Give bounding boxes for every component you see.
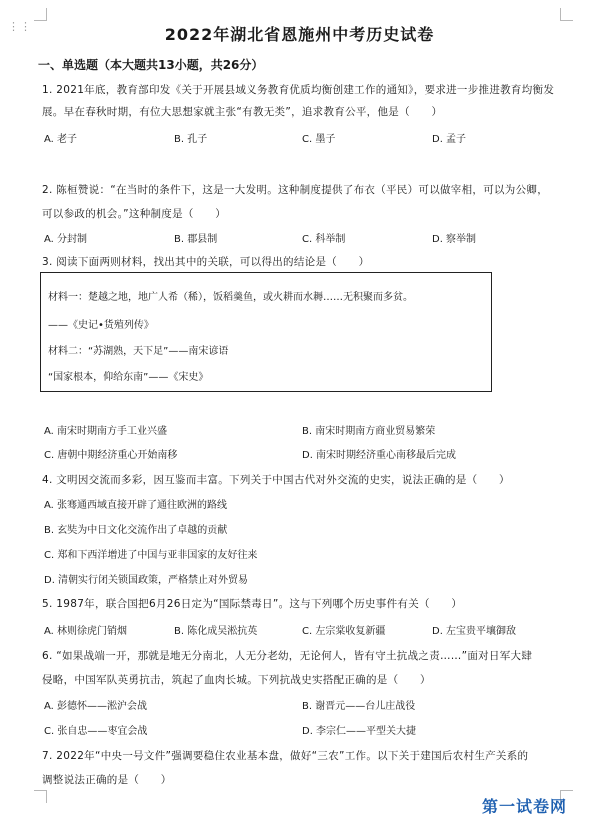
crop-mark-bottom-left [34,790,47,803]
q5-line-1: 5. 1987年，联合国把6月26日定为“国际禁毒日”。这与下列哪个历史事件有关（ ） [42,598,463,610]
q2-line-1: 2. 陈桓赞说：“在当时的条件下，这是一大发明。这种制度提供了布衣（平民）可以做宰相，可以为公卿， [42,184,548,196]
page-title: 2022年湖北省恩施州中考历史试卷 [164,25,435,44]
q4-option-d: D. 清朝实行闭关锁国政策，严格禁止对外贸易 [44,575,249,586]
q7-line-1: 7. 2022年“中央一号文件”强调要稳住农业基本盘，做好“三农”工作。以下关于建国后农村生产关系的 [42,750,529,762]
q7-line-2: 调整说法正确的是（ ） [42,774,172,786]
q3-option-b: B. 南宋时期南方商业贸易繁荣 [302,426,436,437]
material-1: 材料一：楚越之地，地广人希（稀），饭稻羹鱼，或火耕而水耨……无积聚而多贫。 [48,292,413,303]
q5-option-b: B. 陈化成吴淞抗英 [174,626,258,637]
q1-option-a: A. 老子 [44,134,78,145]
q4-line-1: 4. 文明因交流而多彩，因互鉴而丰富。下列关于中国古代对外交流的史实，说法正确的是（ ） [42,474,510,486]
q2-option-b: B. 郡县制 [174,234,218,245]
crop-mark-top-left [34,8,47,21]
material-3: “国家根本，仰给东南”——《宋史》 [48,372,209,383]
q3-line-1: 3. 阅读下面两则材料，找出其中的关联，可以得出的结论是（ ） [42,256,370,268]
q2-line-2: 可以参政的机会。”这种制度是（ ） [42,208,227,220]
material-2: 材料二：“苏湖熟，天下足”——南宋谚语 [48,346,229,357]
q1-option-d: D. 孟子 [432,134,467,145]
q3-option-c: C. 唐朝中期经济重心开始南移 [44,450,178,461]
q6-option-b: B. 谢晋元——台儿庄战役 [302,701,416,712]
q4-option-a: A. 张骞通西域直接开辟了通往欧洲的路线 [44,500,228,511]
q3-option-d: D. 南宋时期经济重心南移最后完成 [302,450,457,461]
drag-handle-icon[interactable]: ⋮⋮ [8,20,32,33]
q6-line-2: 侵略，中国军队英勇抗击，筑起了血肉长城。下列抗战史实搭配正确的是（ ） [42,674,431,686]
q6-line-1: 6. “如果战端一开，那就是地无分南北，人无分老幼，无论何人，皆有守土抗战之责……”面对日军大肆 [42,650,533,662]
material-1-source: ——《史记•货殖列传》 [48,320,154,331]
q2-option-a: A. 分封制 [44,234,88,245]
section-heading: 一、单选题（本大题共13小题，共26分） [38,58,264,72]
q5-option-d: D. 左宝贵平壤御敌 [432,626,517,637]
q6-option-c: C. 张自忠——枣宜会战 [44,726,148,737]
q1-line-1: 1. 2021年底，教育部印发《关于开展县域义务教育优质均衡创建工作的通知》，要求进一步推进教育均衡发 [42,84,555,96]
q4-option-b: B. 玄奘为中日文化交流作出了卓越的贡献 [44,525,228,536]
q1-line-2: 展。早在春秋时期，有位大思想家就主张“有教无类”，追求教育公平，他是（ ） [42,106,443,118]
q6-option-a: A. 彭德怀——淞沪会战 [44,701,148,712]
q6-option-d: D. 李宗仁——平型关大捷 [302,726,417,737]
q3-option-a: A. 南宋时期南方手工业兴盛 [44,426,168,437]
q4-option-c: C. 郑和下西洋增进了中国与亚非国家的友好往来 [44,550,258,561]
q2-option-c: C. 科举制 [302,234,346,245]
q1-option-b: B. 孔子 [174,134,208,145]
q5-option-c: C. 左宗棠收复新疆 [302,626,386,637]
q1-option-c: C. 墨子 [302,134,336,145]
crop-mark-top-right [560,8,573,21]
watermark-logo: 第一试卷网 [482,797,568,816]
q2-option-d: D. 察举制 [432,234,477,245]
q5-option-a: A. 林则徐虎门销烟 [44,626,128,637]
